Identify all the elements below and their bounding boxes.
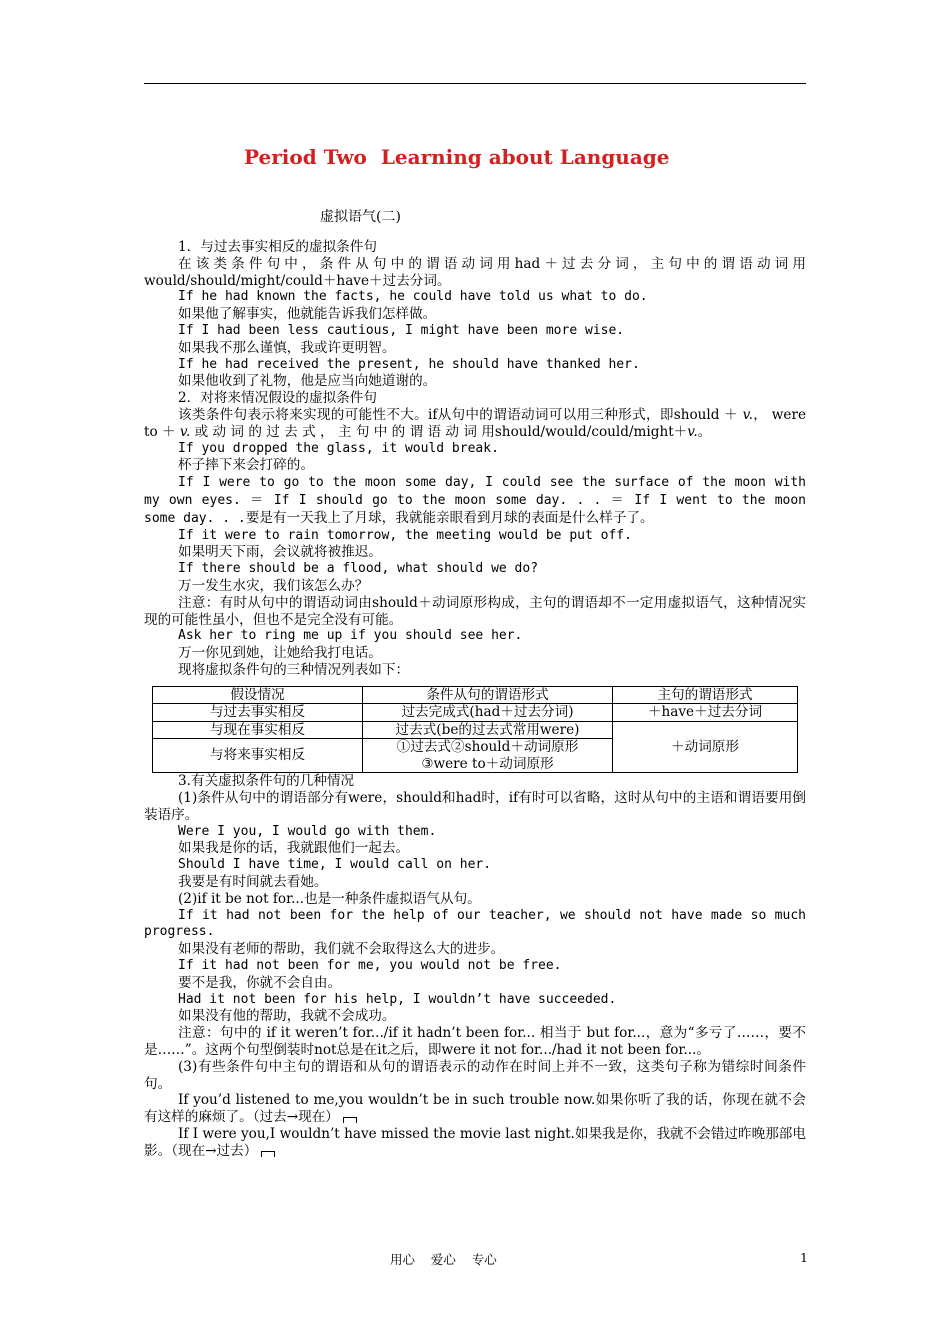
conditional-forms-table xyxy=(152,686,798,774)
example-zh: 杯子摔下来会打碎的。 xyxy=(178,457,314,474)
section-3-point-3: (3)有些条件句中主句的谓语和从句的谓语表示的动作在时间上并不一致，这类句子称为错综时间条件句。 xyxy=(144,1058,806,1092)
table-cell-merged: ＋动词原形 xyxy=(613,721,798,773)
example-en: Should I have time, I would call on her. xyxy=(178,857,492,873)
page-number: 1 xyxy=(800,1250,808,1265)
section-3-point-2: (2)if it be not for...也是一种条件虚拟语气从句。 xyxy=(178,890,481,907)
table-cell: 过去完成式(had＋过去分词) xyxy=(363,704,613,722)
table-cell: 与将来事实相反 xyxy=(153,739,363,773)
table-header-row xyxy=(153,686,798,704)
table-header-cell: 条件从句的谓语形式 xyxy=(363,686,613,704)
example-en: Had it not been for his help, I wouldn’t have succeeded. xyxy=(178,991,617,1007)
return-arrow-icon xyxy=(261,1151,275,1157)
section-3-heading: 3.有关虚拟条件句的几种情况 xyxy=(178,773,355,790)
note: 注意：句中的 if it weren’t for.../if it hadn’t been for... 相当于 but for...，意为“多亏了……，要不是……”。这两个句型倒装时not总是在it之后，即were it not for.../had it not been for...。 xyxy=(144,1025,806,1058)
table-cell-line: ①过去式②should＋动词原形 xyxy=(396,739,579,756)
example-mixed: If I were you,I wouldn’t have missed the movie last night.如果我是你，我就不会错过昨晚那部电影。（现在→过去） xyxy=(144,1125,806,1159)
section-3-point-1: (1)条件从句中的谓语部分有were，should和had时，if有时可以省略，这时从句中的主语和谓语要用倒装语序。 xyxy=(144,790,806,823)
table-cell: ＋have＋过去分词 xyxy=(613,704,798,722)
example-en: If there should be a flood, what should we do? xyxy=(178,561,539,577)
example-zh: 要不是我，你就不会自由。 xyxy=(178,974,342,991)
example-en: If he had known the facts, he could have told us what to do. xyxy=(178,289,648,305)
example-zh: 我要是有时间就去看她。 xyxy=(178,874,328,890)
table-cell: 与现在事实相反 xyxy=(153,721,363,739)
example-zh: 万一你见到她，让她给我打电话。 xyxy=(178,645,382,662)
example-en: Ask her to ring me up if you should see her. xyxy=(178,628,523,644)
example-zh: 万一发生水灾，我们该怎么办？ xyxy=(178,577,369,594)
example-en: If he had received the present, he should have thanked her. xyxy=(178,356,640,372)
table-cell: 过去式(be的过去式常用were) xyxy=(363,721,613,739)
example-zh: 如果没有他的帮助，我就不会成功。 xyxy=(178,1008,396,1025)
example-en: If it had not been for me, you would not be free. xyxy=(178,957,562,973)
example-zh: 如果没有老师的帮助，我们就不会取得这么大的进步。 xyxy=(178,941,505,958)
table-header-cell: 主句的谓语形式 xyxy=(613,686,798,704)
example-zh: 如果他收到了礼物，他是应当向她道谢的。 xyxy=(178,373,437,390)
table-cell: 与过去事实相反 xyxy=(153,704,363,722)
page-subtitle: 虚拟语气(二) xyxy=(320,209,401,225)
document-body xyxy=(144,239,806,1160)
example-zh: 如果我不那么谨慎，我或许更明智。 xyxy=(178,339,396,356)
table-row xyxy=(153,721,798,739)
table-header-cell: 假设情况 xyxy=(153,686,363,704)
table-row xyxy=(153,704,798,722)
section-1-heading: 1．与过去事实相反的虚拟条件句 xyxy=(178,239,377,255)
section-1-intro: 在该类条件句中，条件从句中的谓语动词用had＋过去分词，主句中的谓语动词用would/should/might/could＋have＋过去分词。 xyxy=(144,255,806,289)
table-cell xyxy=(363,739,613,773)
section-2-intro: 该类条件句表示将来实现的可能性不大。if从句中的谓语动词可以用三种形式，即should ＋ v.， were to ＋ v. 或 动 词 的 过 去 式 ， 主 句 中 的 谓 语 动 词 用should/would/could/might＋v.。 xyxy=(144,406,806,440)
example-en: If I had been less cautious, I might have been more wise. xyxy=(178,322,625,338)
table-cell-line: ③were to＋动词原形 xyxy=(421,755,554,772)
example-zh: 如果明天下雨，会议就将被推迟。 xyxy=(178,544,382,561)
example-en: Were I you, I would go with them. xyxy=(178,823,437,839)
example-en: If it had not been for the help of our teacher, we should not have made so much progress. xyxy=(144,907,806,940)
example-en: If it were to rain tomorrow, the meeting would be put off. xyxy=(178,527,632,543)
footer-motto: 用心 爱心 专心 xyxy=(390,1252,497,1267)
example-zh: 如果他了解事实，他就能告诉我们怎样做。 xyxy=(178,306,437,323)
section-2-heading: 2．对将来情况假设的虚拟条件句 xyxy=(178,390,377,407)
table-intro: 现将虚拟条件句的三种情况列表如下： xyxy=(178,661,410,678)
header-rule xyxy=(144,83,806,84)
page-title: Period Two Learning about Language xyxy=(244,145,670,169)
example-mixed: If I were to go to the moon some day, I could see the surface of the moon with my own eyes. ＝ If I should go to the moon some day. . . ＝ If I went to the moon some day. . .要是有一天我上了月球，我就能亲眼看到月球的表面是什么样子了。 xyxy=(144,475,806,526)
note: 注意：有时从句中的谓语动词由should＋动词原形构成，主句的谓语却不一定用虚拟语气，这种情况实现的可能性虽小，但也不是完全没有可能。 xyxy=(144,594,806,628)
return-arrow-icon xyxy=(343,1117,357,1123)
example-en: If you dropped the glass, it would break. xyxy=(178,440,499,456)
example-zh: 如果我是你的话，我就跟他们一起去。 xyxy=(178,840,410,857)
example-mixed: If you’d listened to me,you wouldn’t be in such trouble now.如果你听了我的话，你现在就不会有这样的麻烦了。（过去→现在） xyxy=(144,1092,806,1126)
